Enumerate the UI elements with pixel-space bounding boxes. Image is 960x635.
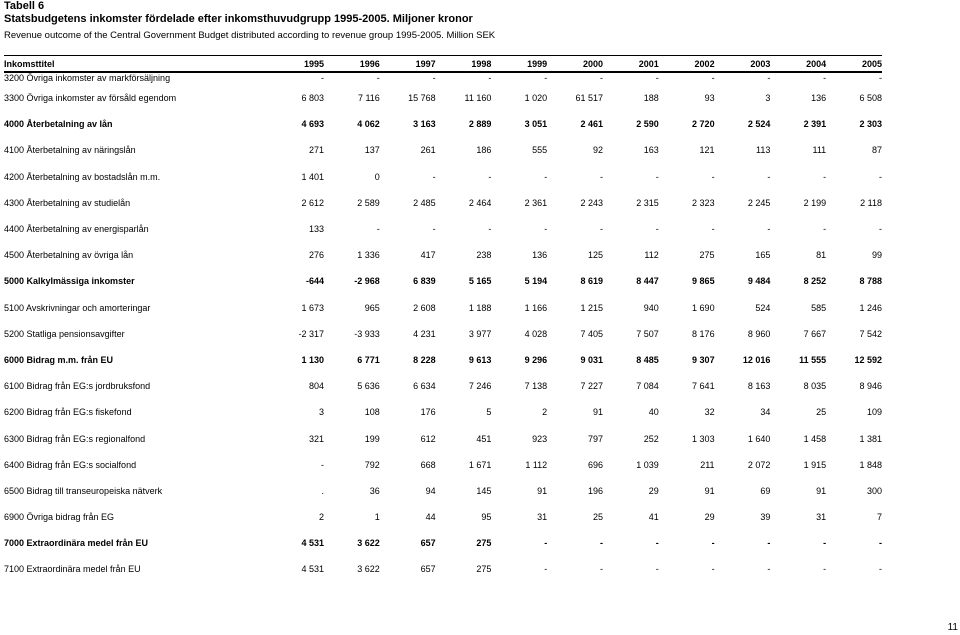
table-cell: 25 bbox=[816, 407, 827, 418]
table-cell: - bbox=[376, 224, 380, 235]
document-title: Statsbudgetens inkomster fördelade efter inkomsthuvudgrupp 1995-2005. Miljoner kronor bbox=[4, 13, 473, 25]
table-cell: 2 118 bbox=[860, 197, 882, 208]
table-cell: 94 bbox=[425, 485, 436, 496]
table-cell: - bbox=[488, 224, 492, 235]
column-header-year: 2000 bbox=[582, 59, 603, 69]
table-cell: 8 228 bbox=[413, 354, 436, 365]
table-cell: 657 bbox=[420, 538, 436, 549]
table-cell: 2 bbox=[542, 407, 548, 418]
table-cell: 7 138 bbox=[524, 381, 548, 392]
table-cell: 555 bbox=[532, 145, 548, 156]
table-cell: 199 bbox=[364, 433, 380, 444]
table-cell: - bbox=[711, 538, 715, 549]
table-cell: 2 072 bbox=[747, 459, 771, 470]
table-cell: 6 508 bbox=[859, 93, 882, 104]
table-row bbox=[4, 71, 882, 85]
row-label: 6900 Övriga bidrag från EG bbox=[4, 512, 115, 523]
table-cell: 7 227 bbox=[580, 381, 603, 392]
row-label: 4200 Återbetalning av bostadslån m.m. bbox=[4, 171, 161, 182]
table-cell: 137 bbox=[364, 145, 380, 156]
table-cell: - bbox=[767, 564, 771, 575]
table-cell: - bbox=[767, 73, 771, 83]
table-cell: 2 889 bbox=[468, 119, 492, 130]
document-subtitle: Revenue outcome of the Central Government Budget distributed according to revenue group 1995-2005. Million SEK bbox=[4, 30, 496, 41]
table-cell: 2 589 bbox=[357, 197, 380, 208]
table-cell: 797 bbox=[587, 433, 603, 444]
table-label: Tabell 6 bbox=[4, 0, 45, 12]
table-cell: 34 bbox=[760, 407, 771, 418]
table-cell: - bbox=[655, 538, 659, 549]
table-row bbox=[4, 111, 882, 137]
table-cell: 2 391 bbox=[803, 119, 827, 130]
table-cell: 4 531 bbox=[301, 538, 324, 549]
table-cell: 1 915 bbox=[803, 459, 827, 470]
table-cell: 6 839 bbox=[413, 276, 436, 287]
table-cell: -3 933 bbox=[354, 328, 380, 339]
table-cell: 2 243 bbox=[580, 197, 603, 208]
table-cell: 69 bbox=[760, 485, 771, 496]
table-cell: 321 bbox=[308, 433, 324, 444]
table-cell: 29 bbox=[704, 512, 715, 523]
table-cell: - bbox=[488, 73, 492, 83]
table-cell: 2 303 bbox=[859, 119, 882, 130]
table-cell: 6 634 bbox=[413, 381, 436, 392]
table-cell: - bbox=[879, 171, 882, 182]
table-cell: 1 039 bbox=[636, 459, 659, 470]
table-cell: - bbox=[599, 564, 603, 575]
column-header-year: 1995 bbox=[303, 59, 324, 69]
table-cell: 3 051 bbox=[524, 119, 548, 130]
row-label: 4100 Återbetalning av näringslån bbox=[4, 145, 136, 156]
table-row bbox=[4, 504, 882, 530]
column-header-title: Inkomsttitel bbox=[4, 59, 55, 69]
row-label: 6300 Bidrag från EG:s regionalfond bbox=[4, 433, 146, 444]
table-cell: - bbox=[432, 73, 436, 83]
table-cell: - bbox=[879, 538, 882, 549]
table-row bbox=[4, 530, 882, 556]
table-cell: 8 252 bbox=[803, 276, 827, 287]
table-cell: 6 771 bbox=[357, 354, 380, 365]
table-cell: 32 bbox=[704, 407, 715, 418]
table-cell: - bbox=[599, 538, 603, 549]
table-cell: 4 231 bbox=[413, 328, 436, 339]
table-cell: 91 bbox=[816, 485, 827, 496]
table-cell: 211 bbox=[700, 459, 715, 470]
table-cell: 31 bbox=[816, 512, 827, 523]
table-cell: 1 130 bbox=[301, 354, 324, 365]
table-cell: 44 bbox=[425, 512, 436, 523]
table-cell: 0 bbox=[374, 171, 380, 182]
table-cell: 111 bbox=[812, 145, 827, 156]
table-cell: 4 531 bbox=[301, 564, 324, 575]
table-cell: 81 bbox=[816, 250, 827, 261]
table-cell: 1 215 bbox=[580, 302, 603, 313]
table-cell: 417 bbox=[420, 250, 436, 261]
table-cell: - bbox=[823, 538, 827, 549]
table-row bbox=[4, 137, 882, 163]
table-cell: 176 bbox=[420, 407, 436, 418]
table-cell: - bbox=[655, 171, 659, 182]
table-row bbox=[4, 321, 882, 347]
table-cell: 585 bbox=[811, 302, 827, 313]
table-cell: - bbox=[544, 73, 548, 83]
table-row bbox=[4, 190, 882, 216]
table-cell: 93 bbox=[704, 93, 715, 104]
table-cell: - bbox=[655, 73, 659, 83]
table-cell: 8 788 bbox=[859, 276, 882, 287]
table-cell: 9 031 bbox=[580, 354, 603, 365]
table-cell: 9 865 bbox=[692, 276, 715, 287]
table-cell: 524 bbox=[755, 302, 771, 313]
table-cell: 1 188 bbox=[468, 302, 492, 313]
table-cell: - bbox=[767, 224, 771, 235]
table-cell: - bbox=[879, 564, 882, 575]
table-row bbox=[4, 216, 882, 242]
table-cell: 1 112 bbox=[525, 459, 548, 470]
row-label: 5000 Kalkylmässiga inkomster bbox=[4, 276, 135, 287]
table-cell: - bbox=[823, 171, 827, 182]
row-label: 4400 Återbetalning av energisparlån bbox=[4, 224, 149, 235]
row-label: 3300 Övriga inkomster av försåld egendom bbox=[4, 93, 177, 104]
table-cell: 965 bbox=[364, 302, 380, 313]
table-cell: 2 612 bbox=[301, 197, 324, 208]
table-cell: 1 020 bbox=[524, 93, 548, 104]
table-cell: 40 bbox=[648, 407, 659, 418]
table-cell: - bbox=[823, 564, 827, 575]
table-cell: 121 bbox=[699, 145, 715, 156]
table-cell: 7 bbox=[876, 512, 882, 523]
table-cell: - bbox=[655, 564, 659, 575]
table-cell: 61 517 bbox=[575, 93, 603, 104]
table-cell: - bbox=[544, 171, 548, 182]
table-cell: 275 bbox=[476, 538, 492, 549]
table-cell: 275 bbox=[699, 250, 715, 261]
table-cell: 109 bbox=[866, 407, 882, 418]
document-header bbox=[4, 0, 495, 43]
table-cell: 9 296 bbox=[524, 354, 548, 365]
table-cell: 108 bbox=[364, 407, 380, 418]
row-label: 3200 Övriga inkomster av markförsäljning bbox=[4, 73, 171, 83]
table-cell: 163 bbox=[643, 145, 659, 156]
table-cell: 9 484 bbox=[747, 276, 771, 287]
table-cell: 668 bbox=[420, 459, 436, 470]
table-cell: - bbox=[599, 171, 603, 182]
table-cell: 8 619 bbox=[580, 276, 603, 287]
table-cell: 1 246 bbox=[859, 302, 882, 313]
table-cell: . bbox=[321, 485, 324, 496]
table-cell: - bbox=[711, 564, 715, 575]
table-cell: - bbox=[711, 73, 715, 83]
table-row bbox=[4, 268, 882, 294]
table-cell: 165 bbox=[755, 250, 771, 261]
table-cell: - bbox=[488, 171, 492, 182]
table-cell: - bbox=[544, 224, 548, 235]
row-label: 6400 Bidrag från EG:s socialfond bbox=[4, 459, 137, 470]
table-cell: 41 bbox=[648, 512, 659, 523]
table-cell: - bbox=[767, 171, 771, 182]
table-cell: 136 bbox=[811, 93, 827, 104]
column-header-year: 2002 bbox=[694, 59, 715, 69]
column-header-year: 2003 bbox=[750, 59, 771, 69]
table-cell: 8 485 bbox=[636, 354, 659, 365]
column-header-year: 2001 bbox=[638, 59, 659, 69]
row-label: 7000 Extraordinära medel från EU bbox=[4, 538, 149, 549]
table-cell: 696 bbox=[587, 459, 603, 470]
table-cell: 29 bbox=[648, 485, 659, 496]
table-cell: 2 361 bbox=[524, 197, 548, 208]
table-top-rule bbox=[4, 55, 882, 56]
row-label: 6000 Bidrag m.m. från EU bbox=[4, 354, 114, 365]
table-cell: 5 636 bbox=[357, 381, 380, 392]
table-row bbox=[4, 85, 882, 111]
table-cell: - bbox=[711, 171, 715, 182]
row-label: 4000 Återbetalning av lån bbox=[4, 119, 113, 130]
row-label: 4300 Återbetalning av studielån bbox=[4, 197, 131, 208]
table-cell: 95 bbox=[481, 512, 492, 523]
row-label: 6100 Bidrag från EG:s jordbruksfond bbox=[4, 381, 151, 392]
table-cell: 31 bbox=[537, 512, 548, 523]
table-cell: 3 bbox=[765, 93, 771, 104]
table-row bbox=[4, 425, 882, 451]
table-cell: 1 848 bbox=[859, 459, 882, 470]
table-cell: - bbox=[599, 224, 603, 235]
table-cell: 12 592 bbox=[854, 354, 882, 365]
table-cell: 8 946 bbox=[859, 381, 882, 392]
row-label: 6200 Bidrag från EG:s fiskefond bbox=[4, 407, 132, 418]
table-cell: 804 bbox=[308, 381, 324, 392]
table-cell: 112 bbox=[644, 250, 659, 261]
table-cell: 1 671 bbox=[468, 459, 492, 470]
table-cell: - bbox=[321, 459, 324, 470]
table-cell: 1 673 bbox=[301, 302, 324, 313]
table-cell: 2 720 bbox=[692, 119, 715, 130]
table-cell: 451 bbox=[476, 433, 492, 444]
table-cell: 940 bbox=[643, 302, 659, 313]
row-label: 5100 Avskrivningar och amorteringar bbox=[4, 302, 151, 313]
table-cell: 1 303 bbox=[692, 433, 715, 444]
table-cell: - bbox=[432, 171, 436, 182]
table-cell: 7 542 bbox=[859, 328, 882, 339]
table-cell: 8 035 bbox=[803, 381, 827, 392]
table-cell: 275 bbox=[476, 564, 492, 575]
table-cell: - bbox=[767, 538, 771, 549]
table-cell: 11 160 bbox=[464, 93, 492, 104]
table-row bbox=[4, 452, 882, 478]
table-cell: -644 bbox=[305, 276, 324, 287]
table-row bbox=[4, 399, 882, 425]
table-cell: 91 bbox=[537, 485, 548, 496]
table-cell: 5 165 bbox=[468, 276, 492, 287]
table-cell: - bbox=[544, 564, 548, 575]
table-cell: - bbox=[599, 73, 603, 83]
table-cell: 3 bbox=[318, 407, 324, 418]
table-cell: - bbox=[823, 73, 827, 83]
table-cell: - bbox=[544, 538, 548, 549]
table-row bbox=[4, 478, 882, 504]
table-cell: 7 641 bbox=[692, 381, 715, 392]
table-body bbox=[4, 71, 882, 583]
table-cell: 8 176 bbox=[692, 328, 715, 339]
table-cell: - bbox=[823, 224, 827, 235]
table-cell: 25 bbox=[592, 512, 603, 523]
table-cell: 4 693 bbox=[301, 119, 324, 130]
table-cell: - bbox=[432, 224, 436, 235]
table-cell: 12 016 bbox=[742, 354, 771, 365]
table-cell: 261 bbox=[420, 145, 436, 156]
table-cell: 8 447 bbox=[636, 276, 659, 287]
table-cell: 39 bbox=[760, 512, 771, 523]
table-cell: 1 458 bbox=[803, 433, 827, 444]
table-cell: 657 bbox=[420, 564, 436, 575]
table-cell: 11 555 bbox=[799, 354, 827, 365]
table-cell: 99 bbox=[871, 250, 882, 261]
table-cell: 7 246 bbox=[468, 381, 492, 392]
table-cell: 2 608 bbox=[413, 302, 436, 313]
table-cell: 2 bbox=[318, 512, 324, 523]
table-cell: 91 bbox=[592, 407, 603, 418]
table-cell: 9 613 bbox=[468, 354, 492, 365]
table-cell: 7 084 bbox=[636, 381, 659, 392]
table-cell: 252 bbox=[643, 433, 659, 444]
table-cell: 87 bbox=[871, 145, 882, 156]
table-cell: 1 401 bbox=[301, 171, 324, 182]
table-cell: 7 667 bbox=[803, 328, 827, 339]
column-header-year: 2004 bbox=[806, 59, 827, 69]
row-label: 5200 Statliga pensionsavgifter bbox=[4, 328, 125, 339]
table-cell: 1 bbox=[374, 512, 380, 523]
table-cell: 1 336 bbox=[357, 250, 380, 261]
table-cell: 196 bbox=[587, 485, 603, 496]
table-cell: 145 bbox=[476, 485, 492, 496]
table-cell: 136 bbox=[532, 250, 548, 261]
table-cell: 7 116 bbox=[357, 93, 380, 104]
table-row bbox=[4, 164, 882, 190]
table-cell: 3 977 bbox=[468, 328, 492, 339]
column-header-year: 1997 bbox=[415, 59, 436, 69]
column-header-year: 2005 bbox=[861, 59, 882, 69]
table-cell: - bbox=[321, 73, 324, 83]
table-cell: 91 bbox=[704, 485, 715, 496]
table-cell: 7 507 bbox=[636, 328, 659, 339]
page-number: 11 bbox=[947, 622, 958, 633]
table-cell: 1 640 bbox=[747, 433, 771, 444]
table-cell: -2 317 bbox=[298, 328, 324, 339]
table-row bbox=[4, 295, 882, 321]
table-cell: 4 028 bbox=[524, 328, 548, 339]
table-cell: 2 245 bbox=[747, 197, 771, 208]
table-cell: 1 690 bbox=[692, 302, 715, 313]
table-cell: 2 590 bbox=[636, 119, 659, 130]
table-cell: 92 bbox=[592, 145, 603, 156]
table-cell: 2 461 bbox=[580, 119, 603, 130]
table-cell: 2 464 bbox=[468, 197, 492, 208]
row-label: 6500 Bidrag till transeuropeiska nätverk bbox=[4, 485, 163, 496]
table-cell: 186 bbox=[476, 145, 492, 156]
table-cell: 2 485 bbox=[413, 197, 436, 208]
table-cell: 792 bbox=[364, 459, 380, 470]
table-cell: 36 bbox=[369, 485, 380, 496]
table-cell: 7 405 bbox=[580, 328, 603, 339]
table-cell: - bbox=[711, 224, 715, 235]
table-cell: -2 968 bbox=[354, 276, 380, 287]
table-cell: - bbox=[879, 73, 882, 83]
table-cell: 15 768 bbox=[408, 93, 436, 104]
column-header-year: 1996 bbox=[359, 59, 380, 69]
table-cell: 923 bbox=[532, 433, 548, 444]
table-cell: 271 bbox=[308, 145, 324, 156]
table-cell: 113 bbox=[756, 145, 771, 156]
table-cell: 8 960 bbox=[747, 328, 771, 339]
table-cell: 125 bbox=[587, 250, 603, 261]
table-header-row bbox=[4, 57, 882, 71]
table-cell: 133 bbox=[308, 224, 324, 235]
table-cell: 238 bbox=[476, 250, 492, 261]
table-cell: 8 163 bbox=[747, 381, 771, 392]
column-header-year: 1998 bbox=[471, 59, 492, 69]
table-cell: 5 bbox=[486, 407, 492, 418]
table-row bbox=[4, 556, 882, 582]
table-row bbox=[4, 242, 882, 268]
table-cell: 2 315 bbox=[636, 197, 659, 208]
table-cell: - bbox=[655, 224, 659, 235]
table-cell: 3 622 bbox=[357, 564, 380, 575]
table-cell: 276 bbox=[308, 250, 324, 261]
table-cell: 300 bbox=[866, 485, 882, 496]
table-cell: 3 163 bbox=[413, 119, 436, 130]
table-cell: - bbox=[879, 224, 882, 235]
table-row bbox=[4, 347, 882, 373]
revenue-table bbox=[4, 57, 882, 583]
table-row bbox=[4, 373, 882, 399]
table-cell: 2 199 bbox=[803, 197, 827, 208]
row-label: 7100 Extraordinära medel från EU bbox=[4, 564, 141, 575]
column-header-year: 1999 bbox=[527, 59, 548, 69]
table-cell: 1 166 bbox=[524, 302, 548, 313]
table-cell: 9 307 bbox=[692, 354, 715, 365]
table-cell: 2 524 bbox=[747, 119, 771, 130]
table-cell: - bbox=[376, 73, 380, 83]
table-cell: 6 803 bbox=[301, 93, 324, 104]
row-label: 4500 Återbetalning av övriga lån bbox=[4, 250, 134, 261]
table-cell: 3 622 bbox=[357, 538, 380, 549]
table-cell: 188 bbox=[643, 93, 659, 104]
table-cell: 4 062 bbox=[357, 119, 380, 130]
table-cell: 612 bbox=[420, 433, 436, 444]
table-cell: 1 381 bbox=[859, 433, 882, 444]
table-cell: 5 194 bbox=[524, 276, 548, 287]
table-cell: 2 323 bbox=[692, 197, 715, 208]
